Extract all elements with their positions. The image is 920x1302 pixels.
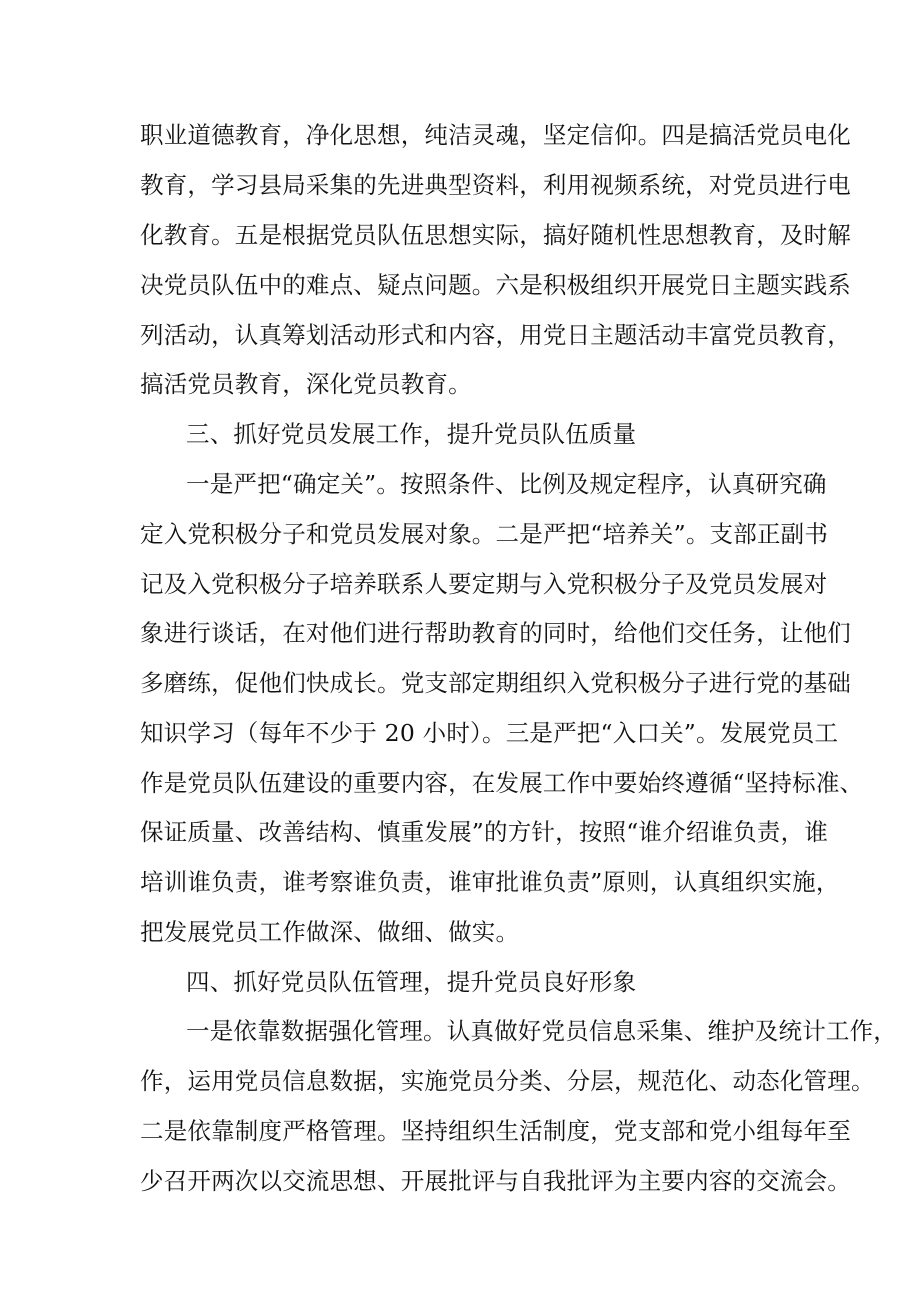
section-heading-3: 三、抓好党员发展工作，提升党员队伍质量 xyxy=(186,420,637,448)
body-text-line: 作，运用党员信息数据，实施党员分类、分层，规范化、动态化管理。 xyxy=(140,1067,875,1095)
body-text-line: 搞活党员教育，深化党员教育。 xyxy=(140,370,472,398)
body-text-line: 教育，学习县局采集的先进典型资料，利用视频系统，对党员进行电 xyxy=(140,171,851,199)
body-text-line: 知识学习（每年不少于 20 小时）。三是严把“入口关”。发展党员工 xyxy=(140,719,839,747)
body-text-line: 少召开两次以交流思想、开展批评与自我批评为主要内容的交流会。 xyxy=(140,1167,851,1195)
body-text-line: 列活动，认真筹划活动形式和内容，用党日主题活动丰富党员教育， xyxy=(140,321,851,349)
body-text-line: 象进行谈话，在对他们进行帮助教育的同时，给他们交任务，让他们 xyxy=(140,619,851,647)
body-text-line: 化教育。五是根据党员队伍思想实际，搞好随机性思想教育，及时解 xyxy=(140,221,851,249)
body-text-line: 保证质量、改善结构、慎重发展”的方针，按照“谁介绍谁负责，谁 xyxy=(140,818,829,846)
body-text-line: 定入党积极分子和党员发展对象。二是严把“培养关”。支部正副书 xyxy=(140,520,829,548)
body-text-line: 作是党员队伍建设的重要内容，在发展工作中要始终遵循“坚持标准、 xyxy=(140,769,864,797)
body-text-line: 一是依靠数据强化管理。认真做好党员信息采集、维护及统计工作， xyxy=(186,1017,897,1045)
body-text-line: 决党员队伍中的难点、疑点问题。六是积极组织开展党日主题实践系 xyxy=(140,271,851,299)
section-heading-4: 四、抓好党员队伍管理，提升党员良好形象 xyxy=(186,968,637,996)
body-text-line: 职业道德教育，净化思想，纯洁灵魂，坚定信仰。四是搞活党员电化 xyxy=(140,121,851,149)
body-text-line: 培训谁负责，谁考察谁负责，谁审批谁负责”原则，认真组织实施， xyxy=(140,868,840,896)
body-text-line: 把发展党员工作做深、做细、做实。 xyxy=(140,918,520,946)
body-text-line: 二是依靠制度严格管理。坚持组织生活制度，党支部和党小组每年至 xyxy=(140,1117,851,1145)
body-text-line: 记及入党积极分子培养联系人要定期与入党积极分子及党员发展对 xyxy=(140,570,828,598)
body-text-line: 一是严把“确定关”。按照条件、比例及规定程序，认真研究确 xyxy=(186,470,827,498)
body-text-line: 多磨练，促他们快成长。党支部定期组织入党积极分子进行党的基础 xyxy=(140,669,851,697)
